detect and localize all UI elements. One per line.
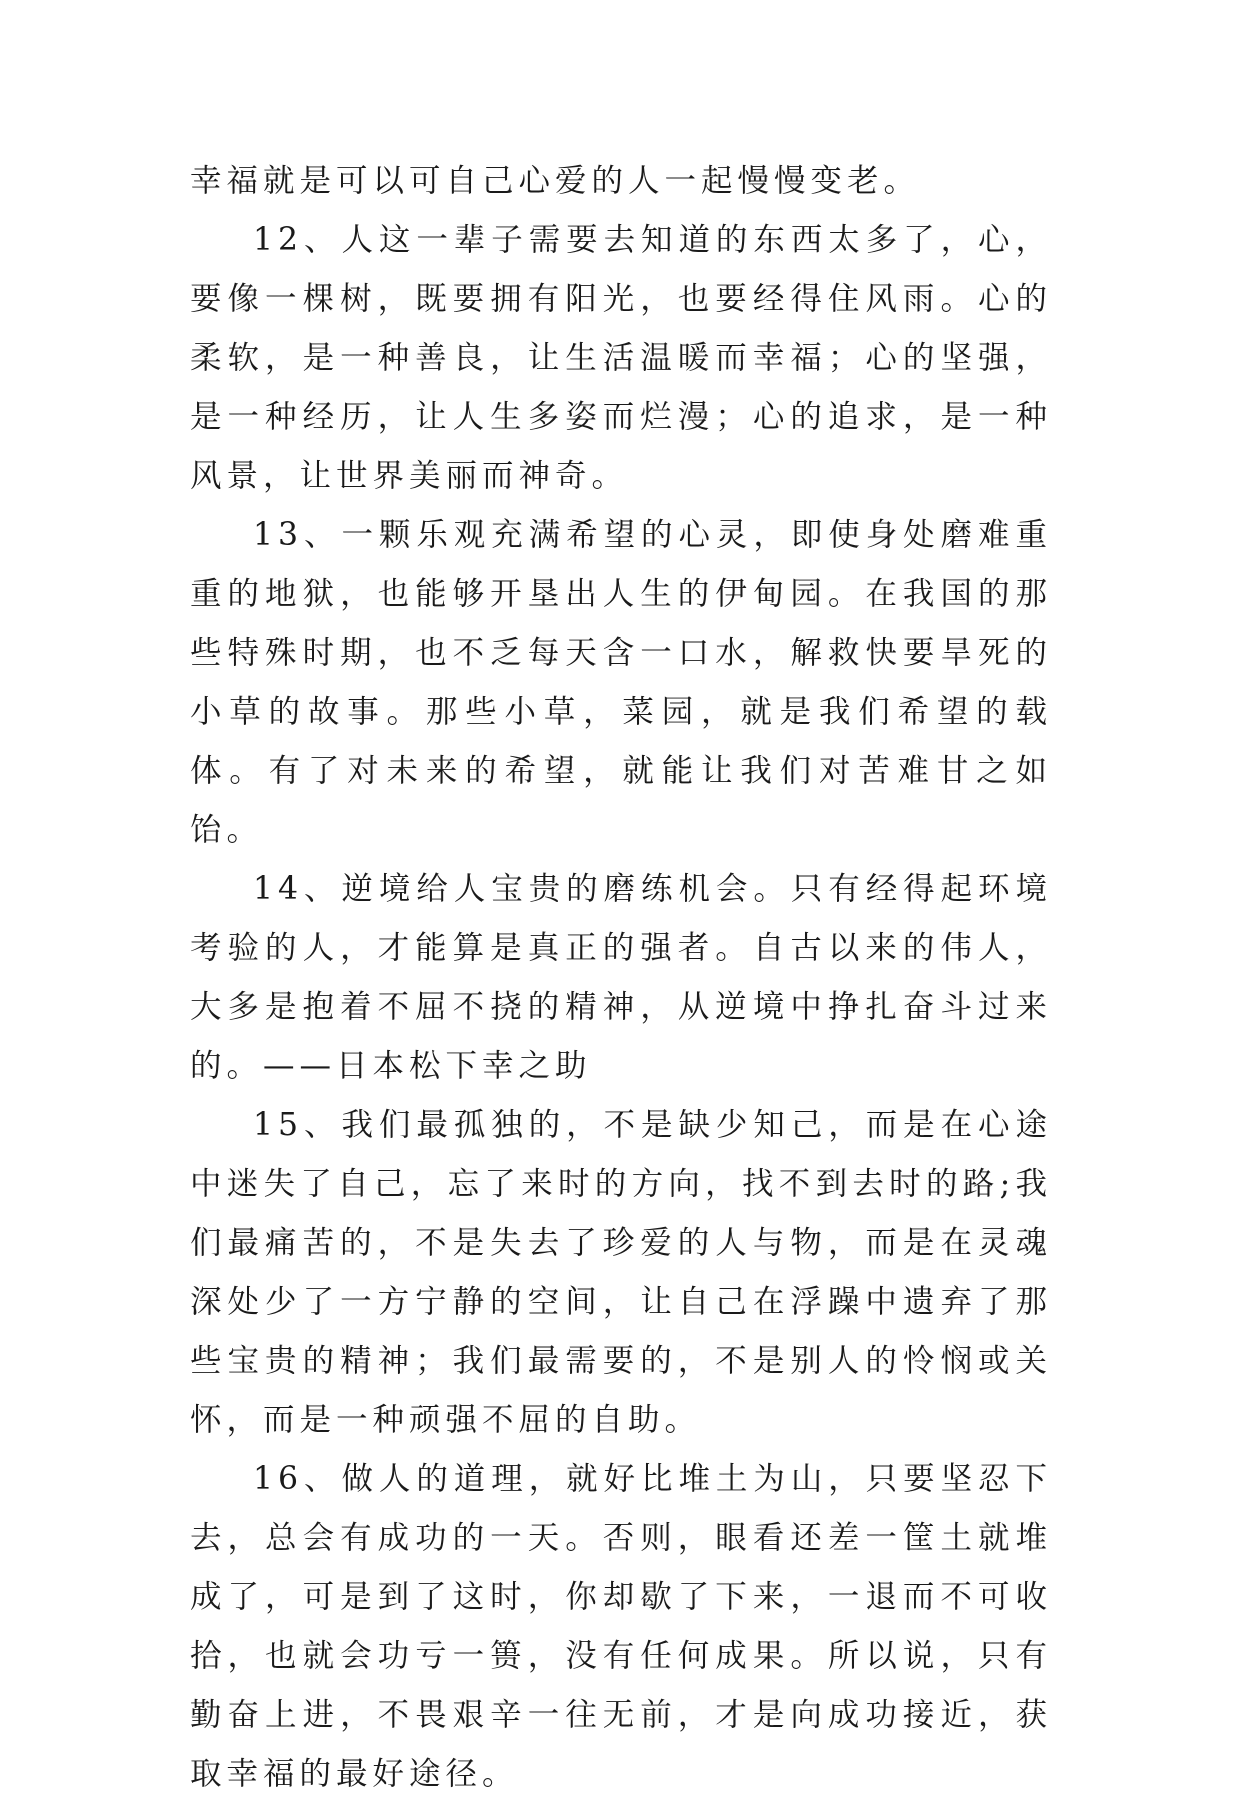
paragraph-16: 16、做人的道理，就好比堆土为山，只要坚忍下去，总会有成功的一天。否则，眼看还差一筐土就堆成了，可是到了这时，你却歇了下来，一退而不可收拾，也就会功亏一篑，没有任何成果。所以说，只有勤奋上进，不畏艰辛一往无前，才是向成功接近，获取幸福的最好途径。 xyxy=(190,1461,1052,1792)
paragraph-14: 14、逆境给人宝贵的磨练机会。只有经得起环境考验的人，才能算是真正的强者。自古以来的伟人，大多是抱着不屈不挠的精神，从逆境中挣扎奋斗过来的。——日本松下幸之助 xyxy=(190,871,1052,1084)
paragraph-15: 15、我们最孤独的，不是缺少知己，而是在心途中迷失了自己，忘了来时的方向，找不到去时的路;我们最痛苦的，不是失去了珍爱的人与物，而是在灵魂深处少了一方宁静的空间，让自己在浮躁中遗弃了那些宝贵的精神；我们最需要的，不是别人的怜悯或关怀，而是一种顽强不屈的自助。 xyxy=(190,1107,1052,1438)
paragraph-continuation: 幸福就是可以可自己心爱的人一起慢慢变老。 xyxy=(190,163,921,199)
paragraph-12: 12、人这一辈子需要去知道的东西太多了，心，要像一棵树，既要拥有阳光，也要经得住风雨。心的柔软，是一种善良，让生活温暖而幸福；心的坚强，是一种经历，让人生多姿而烂漫；心的追求，是一种风景，让世界美丽而神奇。 xyxy=(190,222,1052,494)
paragraph-13: 13、一颗乐观充满希望的心灵，即使身处磨难重重的地狱，也能够开垦出人生的伊甸园。在我国的那些特殊时期，也不乏每天含一口水，解救快要旱死的小草的故事。那些小草，菜园，就是我们希望的载体。有了对未来的希望，就能让我们对苦难甘之如饴。 xyxy=(190,517,1052,848)
document-body xyxy=(190,152,1052,1804)
